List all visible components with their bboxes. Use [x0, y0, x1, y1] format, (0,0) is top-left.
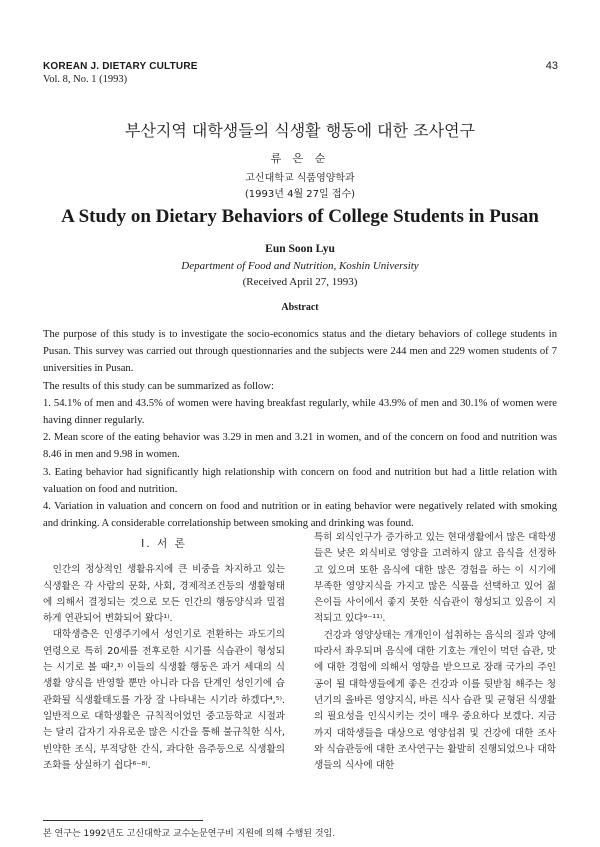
- abstract-paragraph: The results of this study can be summarized as follow:: [43, 380, 274, 392]
- abstract-paragraph: The purpose of this study is to investigate the socio-economics status and the dietary behaviors of college students in Pusan. This survey was carried out through questionnaries and the subjects were 244 men and 229 women students of 7 universities in Pusan.: [43, 329, 557, 375]
- section-heading-introduction: I. 서 론: [141, 538, 187, 550]
- body-paragraph: 인간의 정상적인 생활유지에 큰 비중을 차지하고 있는 식생활은 각 사람의 문화, 사회, 경제적조건등의 생활형태에 의해서 결정되는 것으로 모든 인간의 행동양식과 밀접하게 연관되어 변화되어 왔다¹⁾.: [43, 564, 285, 625]
- body-left-column: [43, 536, 285, 774]
- body-paragraph: 건강과 영양상태는 개개인이 섭취하는 음식의 질과 양에 따라서 좌우되며 음식에 대한 기호는 개인이 먹던 습관, 맛에 대한 경험에 의해서 영향을 받으므로 장래 국가의 주인공이 될 대학생들에게 좋은 건강과 이를 뒷받침 해주는 청년기의 올바른 영양지식, 바른 식사 습관 및 균형된 식생활의 필요성을 인식시키는 것이 매우 중요하다 보겠다. 지금까지 대학생들을 대상으로 영양섭취 및 건강에 대한 조사와 식습관등에 대한 조사연구는 활발히 진행되었으나 대학생들의 식사에 대한: [314, 629, 556, 772]
- korean-affiliation: 고신대학교 식품영양학과: [245, 173, 355, 184]
- english-author: Eun Soon Lyu: [265, 243, 335, 255]
- page-number: 43: [545, 60, 558, 72]
- journal-name: KOREAN J. DIETARY CULTURE: [43, 61, 198, 72]
- body-paragraph: 특히 외식인구가 증가하고 있는 현대생활에서 많은 대학생들은 낮은 외식비로 영양을 고려하지 않고 음식을 선정하고 있으며 또한 음식에 대한 많은 경험을 하는 이 시기에 부족한 영양지식을 가지고 많은 식품을 선택하고 있어 젊은이들 사이에서 좋지 못한 식습관이 형성되고 있음이 지적되고 있다⁹⁻¹¹⁾.: [314, 532, 556, 625]
- body-paragraph: 대학생층은 인생주기에서 성인기로 전환하는 과도기의 연령으로 특히 20세를 전후로한 시기를 식습관이 형성되는 시기로 볼 때²,³⁾ 이들의 식생활 행동은 과거 세대의 식생활 양식을 반영할 뿐만 아니라 다음 단계인 성인기에 습관화될 식생활태도를 가장 잘 나타내는 시기라 하겠다⁴,⁵⁾. 일반적으로 대학생활은 규칙적이었던 중고등학교 시절과는 달리 갑자기 자유로운 많은 시간을 통해 불규칙한 식사, 빈약한 조식, 부적당한 간식, 과다한 음주등으로 식생활의 조화를 상실하기 쉽다⁶⁻⁸⁾.: [43, 629, 285, 771]
- footnote-divider: [43, 820, 203, 821]
- english-title: A Study on Dietary Behaviors of College Students in Pusan: [61, 206, 539, 227]
- abstract-paragraph: 1. 54.1% of men and 43.5% of women were having breakfast regularly, while 43.9% of men and 30.1% of women were having dinner regularly.: [43, 397, 557, 427]
- korean-author: 류 은 순: [270, 152, 330, 165]
- abstract-body: [43, 326, 557, 532]
- english-received-date: (Received April 27, 1993): [242, 276, 358, 288]
- korean-title: 부산지역 대학생들의 식생활 행동에 대한 조사연구: [124, 121, 475, 140]
- korean-received-date: (1993년 4월 27일 접수): [244, 189, 356, 200]
- journal-volume: Vol. 8, No. 1 (1993): [43, 74, 128, 85]
- footnote: 본 연구는 1992년도 고신대학교 교수논문연구비 지원에 의해 수행된 것임.: [43, 829, 336, 839]
- abstract-heading: Abstract: [281, 302, 319, 313]
- abstract-paragraph: 4. Variation in valuation and concern on food and nutrition or in eating behavior were negatively related with smoking and drinking. A considerable correlationship between smoking and drinking was found.: [43, 501, 557, 530]
- abstract-paragraph: 2. Mean score of the eating behavior was 3.29 in men and 3.21 in women, and of the concern on food and nutrition was 8.46 in men and 9.98 in women.: [43, 432, 557, 461]
- english-affiliation: Department of Food and Nutrition, Koshin University: [181, 260, 419, 272]
- journal-info: [43, 60, 198, 86]
- abstract-paragraph: 3. Eating behavior had significantly high relationship with concern on food and nutrition but had a little relation with valuation on food and nutrition.: [43, 466, 557, 495]
- body-right-column: [314, 530, 556, 774]
